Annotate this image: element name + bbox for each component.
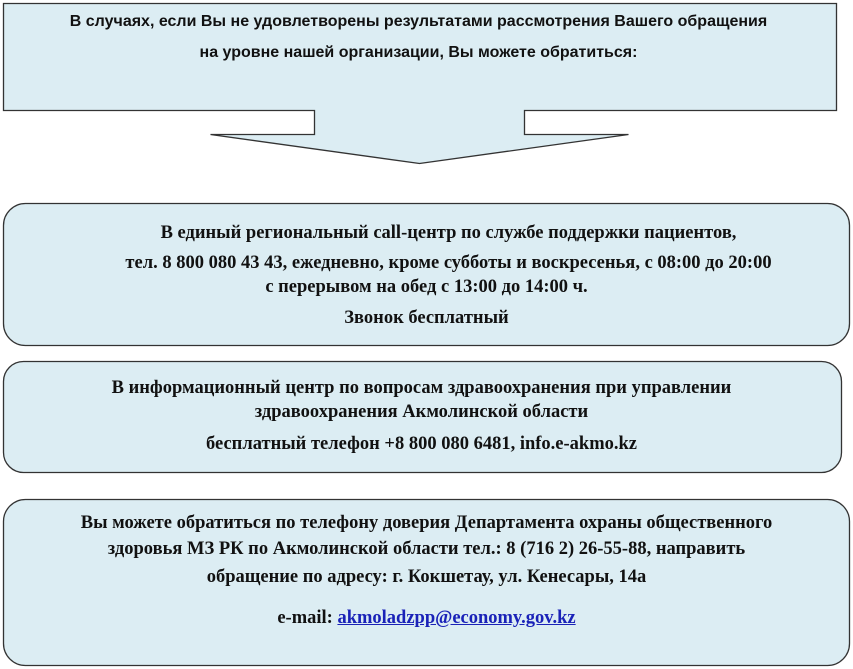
- call-center-line-1: В единый региональный call-центр по службе поддержки пациентов,: [160, 223, 737, 243]
- call-center-box: [0, 200, 853, 350]
- call-center-line-2: тел. 8 800 080 43 43, ежедневно, кроме субботы и воскресенья, с 08:00 до 20:00: [125, 253, 772, 273]
- info-center-box: [0, 358, 853, 476]
- info-center-line-2: здравоохранения Акмолинской области: [254, 402, 589, 422]
- intro-callout: [0, 0, 853, 170]
- department-line-3: обращение по адресу: г. Кокшетау, ул. Кенесары, 14а: [206, 567, 647, 587]
- department-line-2: здоровья МЗ РК по Акмолинской области тел.: 8 (716 2) 26-55-88, направить: [107, 539, 746, 559]
- call-center-line-4: Звонок бесплатный: [344, 308, 509, 328]
- department-line-1: Вы можете обратиться по телефону доверия Департамента охраны общественного: [80, 513, 773, 533]
- email-label: e-mail:: [277, 608, 338, 628]
- email-link[interactable]: akmoladzpp@economy.gov.kz: [337, 608, 576, 628]
- call-center-line-3: с перерывом на обед с 13:00 до 14:00 ч.: [265, 277, 588, 297]
- info-center-line-1: В информационный центр по вопросам здравоохранения при управлении: [111, 378, 732, 398]
- department-email-line: [0, 608, 853, 629]
- department-box: [0, 496, 853, 669]
- info-center-line-3: бесплатный телефон +8 800 080 6481, info.e-akmo.kz: [206, 434, 637, 454]
- intro-line-2: на уровне нашей организации, Вы можете обратиться:: [199, 44, 638, 61]
- intro-line-1: В случаях, если Вы не удовлетворены результатами рассмотрения Вашего обращения: [69, 13, 768, 30]
